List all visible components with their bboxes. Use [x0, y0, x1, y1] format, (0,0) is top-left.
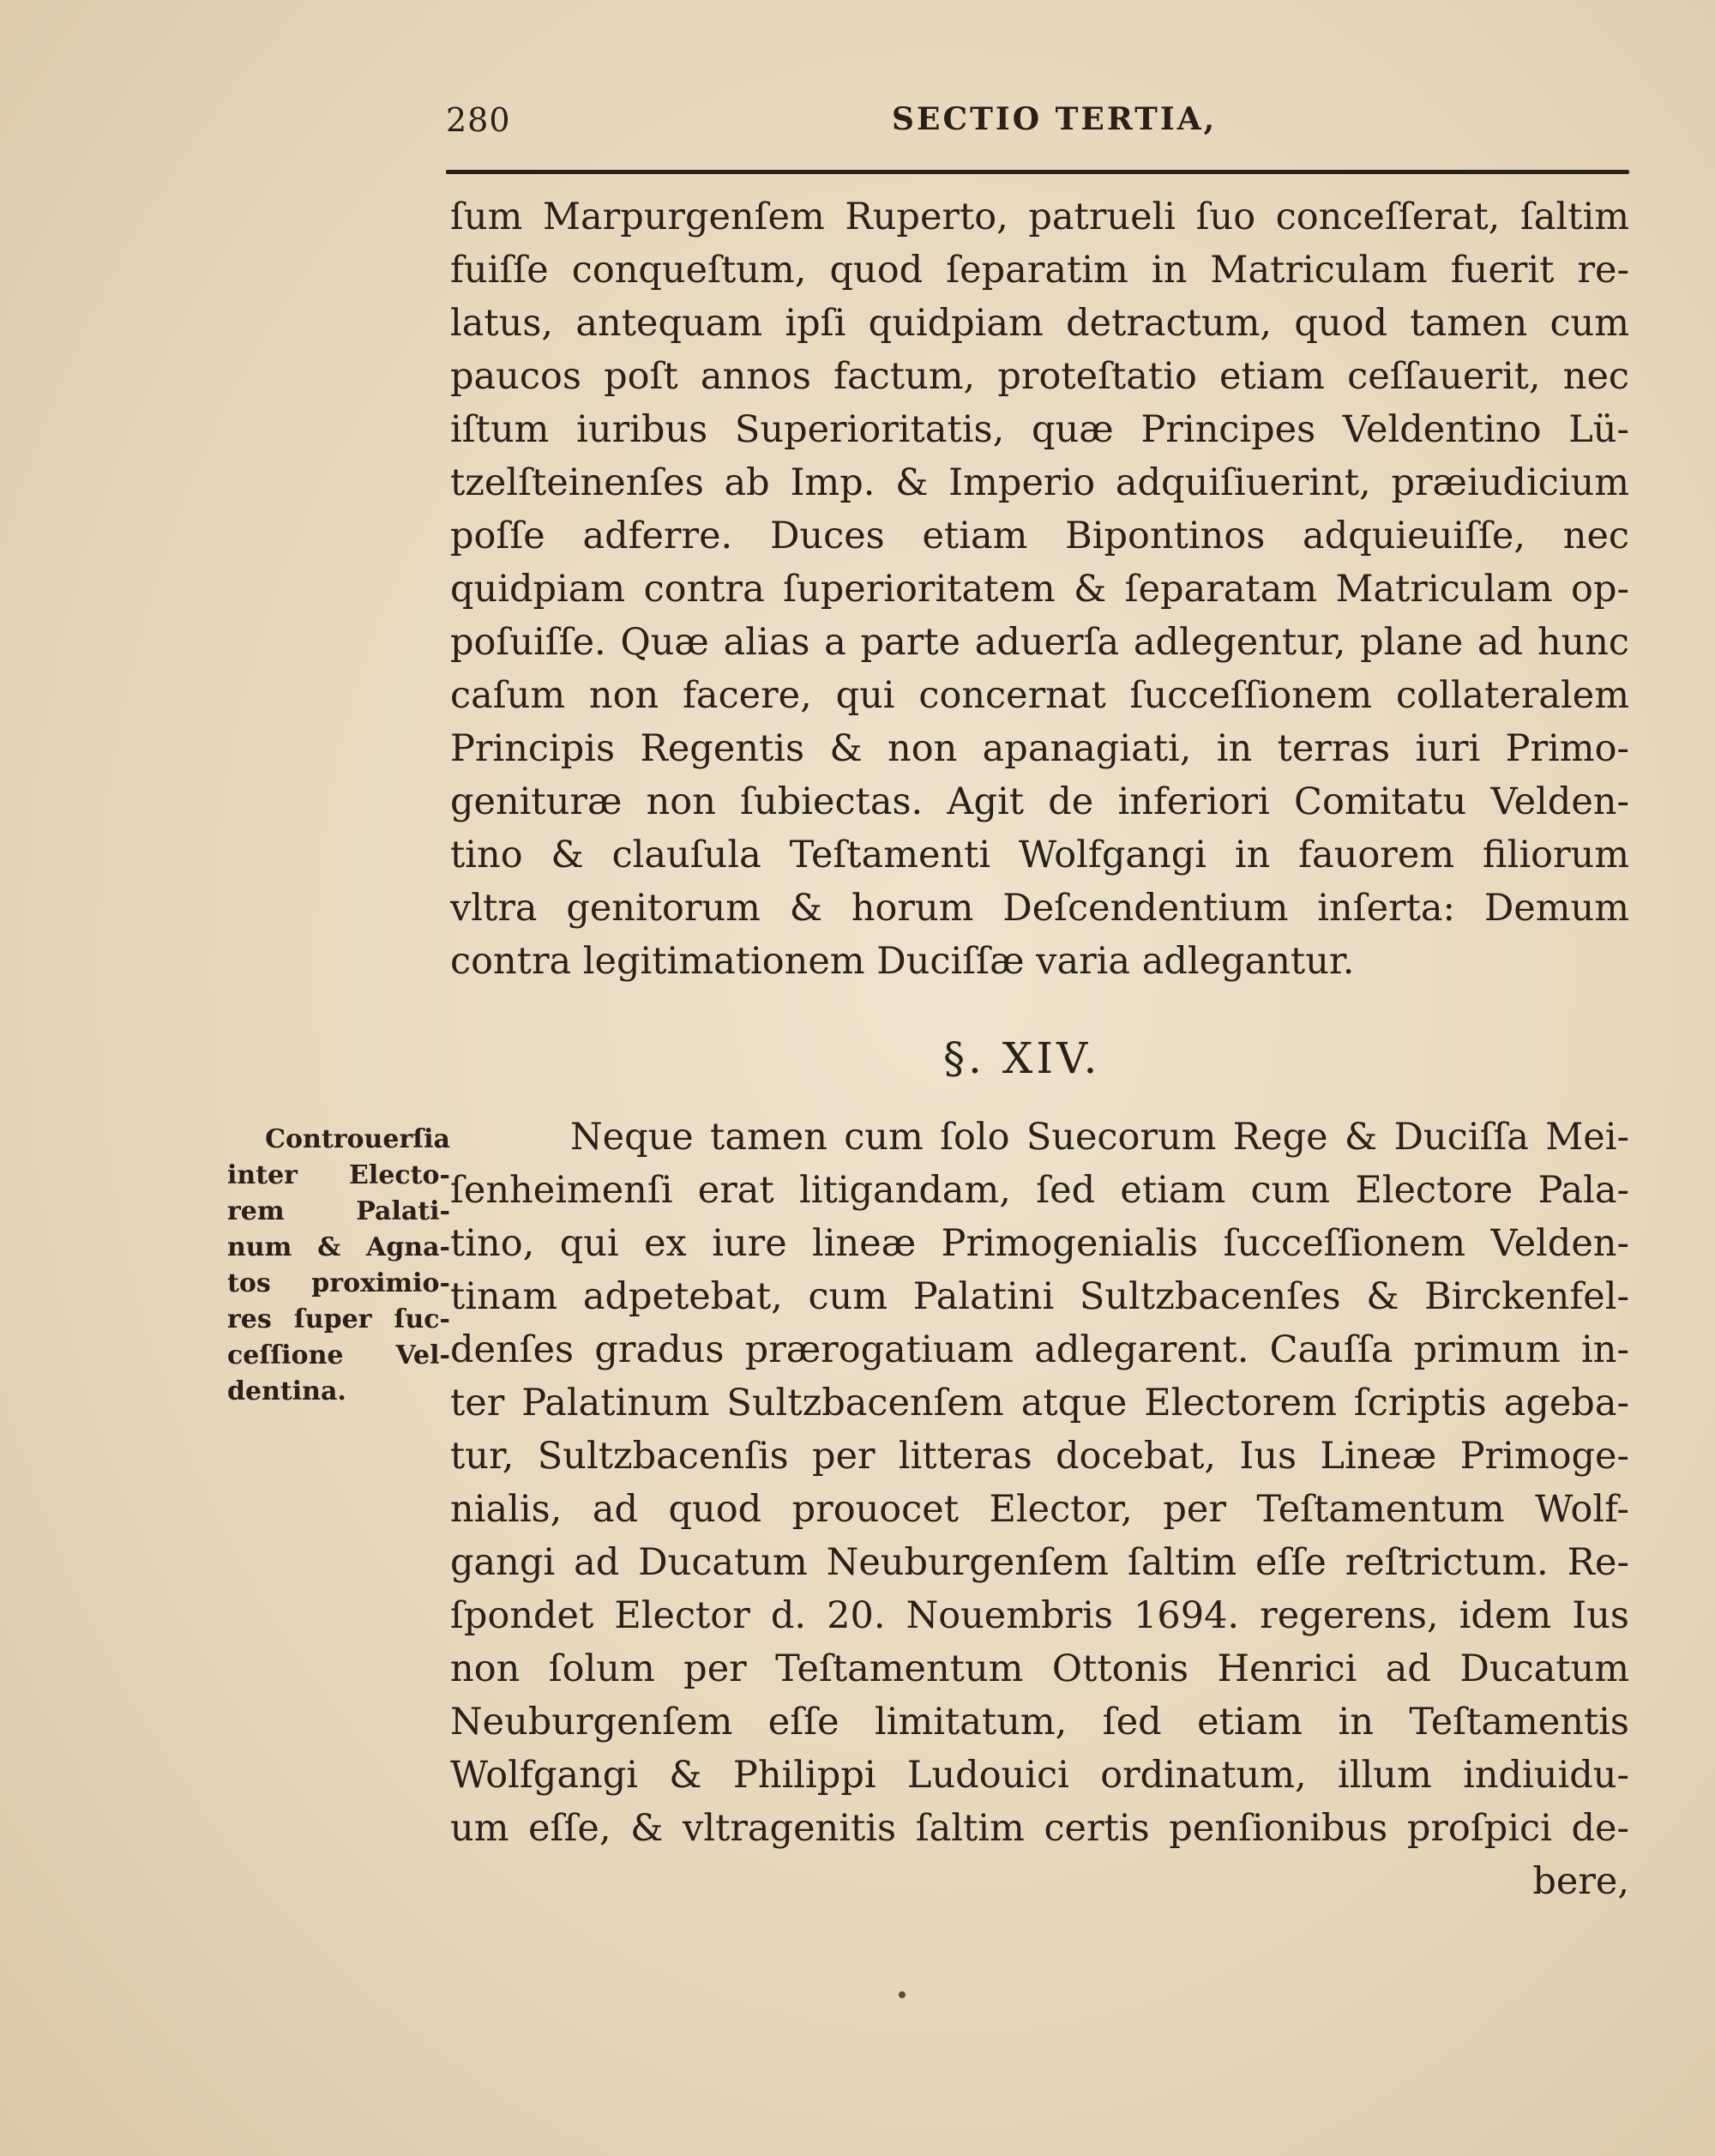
running-head: SECTIO TERTIA, — [892, 101, 1218, 137]
text-line: non ſolum per Teſtamentum Ottonis Henrici ad Ducatum — [450, 1647, 1629, 1690]
text-line: poſſe adferre. Duces etiam Bipontinos adquieuiſſe, nec — [450, 515, 1629, 557]
text-line: tzelſteinenſes ab Imp. & Imperio adquiſiuerint, præiudicium — [450, 461, 1629, 504]
text-line: Neque tamen cum ſolo Suecorum Rege & Duciſſa Mei- — [570, 1116, 1629, 1159]
text-line: tino & clauſula Teſtamenti Wolfgangi in fauorem filiorum — [450, 834, 1629, 876]
text-line: iſtum iuribus Superioritatis, quæ Principes Veldentino Lü- — [450, 408, 1629, 451]
text-line: gangi ad Ducatum Neuburgenſem ſaltim eſſe reſtrictum. Re- — [450, 1541, 1629, 1584]
marginal-line: rem Palati- — [227, 1196, 450, 1226]
text-line: paucos poſt annos factum, proteſtatio etiam ceſſauerit, nec — [450, 355, 1629, 398]
text-line: fuiſſe conqueſtum, quod ſeparatim in Matriculam fuerit re- — [450, 249, 1629, 292]
marginal-line: tos proximio- — [227, 1268, 450, 1298]
catchword: bere, — [1532, 1860, 1629, 1903]
text-line: Wolfgangi & Philippi Ludouici ordinatum, illum indiuidu- — [450, 1754, 1629, 1797]
text-line: ſum Marpurgenſem Ruperto, patrueli ſuo conceſſerat, ſaltim — [450, 196, 1629, 238]
page-header — [446, 101, 1629, 153]
ink-speck — [899, 1991, 906, 1998]
text-line: poſuiſſe. Quæ alias a parte aduerſa adlegentur, plane ad hunc — [450, 621, 1629, 664]
marginal-line: inter Electo- — [227, 1160, 450, 1190]
text-line: tur, Sultzbacenſis per litteras docebat, Ius Lineæ Primoge- — [450, 1435, 1629, 1478]
text-line: ſenheimenſi erat litigandam, ſed etiam cum Electore Pala- — [450, 1169, 1629, 1212]
page-number: 280 — [446, 101, 511, 139]
text-line: denſes gradus prærogatiuam adlegarent. Cauſſa primum in- — [450, 1328, 1629, 1371]
text-line: contra legitimationem Duciſſæ varia adlegantur. — [450, 940, 1355, 983]
text-line: ter Palatinum Sultzbacenſem atque Electorem ſcriptis ageba- — [450, 1382, 1629, 1424]
text-line: Principis Regentis & non apanagiati, in terras iuri Primo- — [450, 727, 1629, 770]
top-paragraph — [450, 190, 1629, 988]
marginal-line: ceſſione Vel- — [227, 1340, 450, 1370]
text-line: um eſſe, & vltragenitis ſaltim certis penſionibus proſpici de- — [450, 1807, 1629, 1850]
text-line: tino, qui ex iure lineæ Primogenialis ſucceſſionem Velden- — [450, 1222, 1629, 1265]
text-line: vltra genitorum & horum Deſcendentium inſerta: Demum — [450, 887, 1629, 930]
text-line: caſum non facere, qui concernat ſucceſſionem collateralem — [450, 674, 1629, 717]
text-line: nialis, ad quod prouocet Elector, per Teſtamentum Wolf- — [450, 1488, 1629, 1531]
text-line: tinam adpetebat, cum Palatini Sultzbacenſes & Birckenfel- — [450, 1275, 1629, 1318]
marginal-line: Controuerſia — [265, 1124, 450, 1154]
marginal-line: num & Agna- — [227, 1232, 450, 1262]
marginal-note — [227, 1122, 450, 1410]
bottom-paragraph — [450, 1111, 1629, 1908]
text-line: quidpiam contra ſuperioritatem & ſeparatam Matriculam op- — [450, 568, 1629, 611]
text-line: latus, antequam ipſi quidpiam detractum, quod tamen cum — [450, 302, 1629, 345]
text-line: Neuburgenſem eſſe limitatum, ſed etiam in Teſtamentis — [450, 1701, 1629, 1743]
text-line: ſpondet Elector d. 20. Nouembris 1694. regerens, idem Ius — [450, 1594, 1629, 1637]
header-rule — [446, 170, 1629, 174]
marginal-line: dentina. — [227, 1376, 346, 1406]
section-heading: §. XIV. — [943, 1033, 1101, 1083]
text-line: genituræ non ſubiectas. Agit de inferiori Comitatu Velden- — [450, 780, 1629, 823]
marginal-line: res ſuper ſuc- — [227, 1304, 450, 1334]
